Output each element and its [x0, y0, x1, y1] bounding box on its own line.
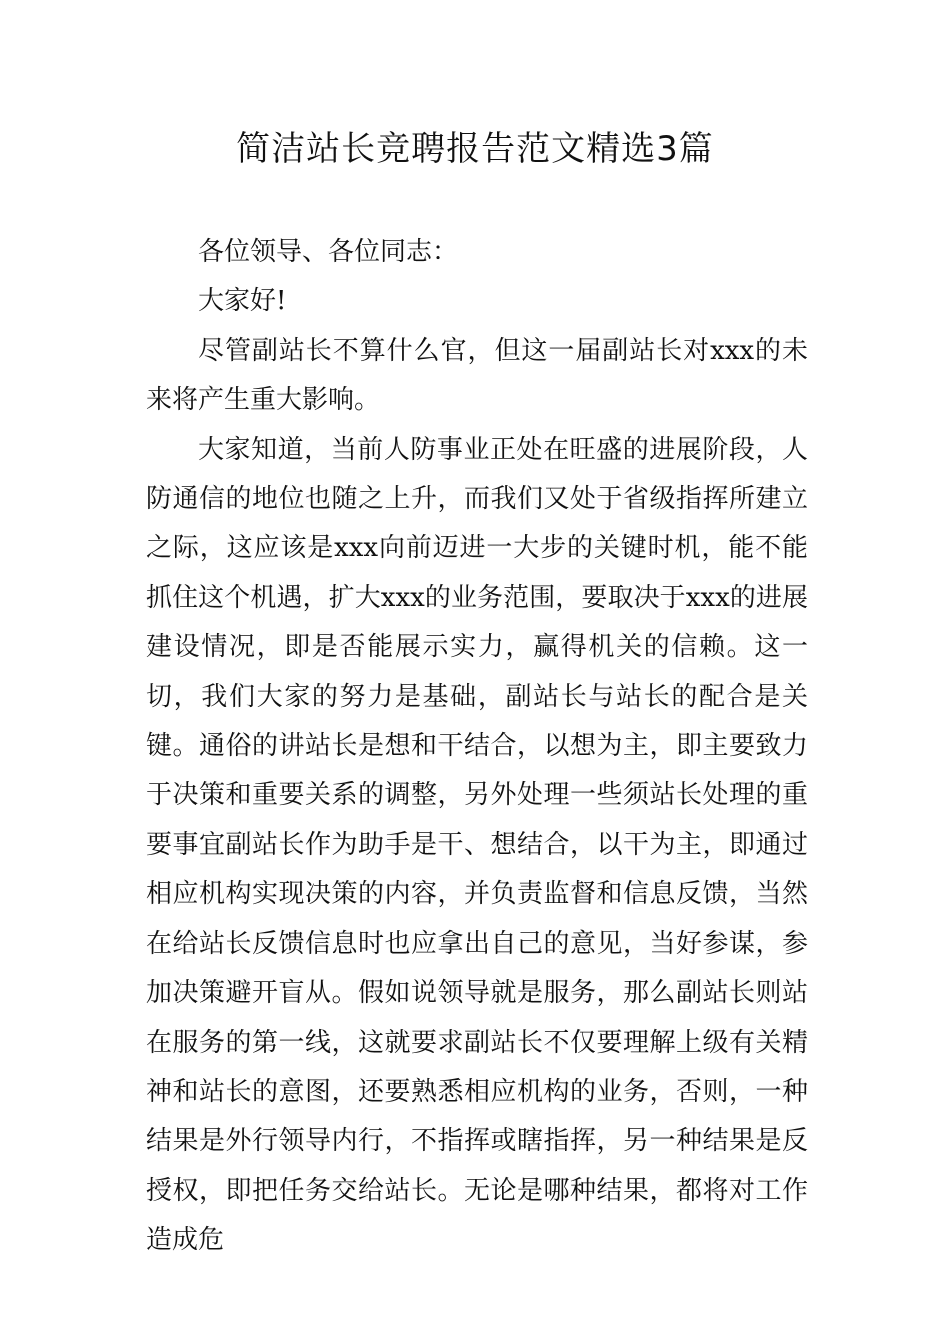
- paragraph-intro: 尽管副站长不算什么官，但这一届副站长对xxx的未来将产生重大影响。: [146, 335, 808, 416]
- document-body: [146, 228, 808, 1266]
- paragraph-greeting: 大家好!: [198, 286, 287, 317]
- paragraph-main: 大家知道，当前人防事业正处在旺盛的进展阶段，人防通信的地位也随之上升，而我们又处于省级指挥所建立之际，这应该是xxx向前迈进一大步的关键时机，能不能抓住这个机遇，扩大xxx的业务范围，要取决于xxx的进展建设情况，即是否能展示实力，赢得机关的信赖。这一切，我们大家的努力是基础，副站长与站长的配合是关键。通俗的讲站长是想和干结合，以想为主，即主要致力于决策和重要关系的调整，另外处理一些须站长处理的重要事宜副站长作为助手是干、想结合，以干为主，即通过相应机构实现决策的内容，并负责监督和信息反馈，当然在给站长反馈信息时也应拿出自己的意见，当好参谋，参加决策避开盲从。假如说领导就是服务，那么副站长则站在服务的第一线，这就要求副站长不仅要理解上级有关精神和站长的意图，还要熟悉相应机构的业务，否则，一种结果是外行领导内行，不指挥或瞎指挥，另一种结果是反授权，即把任务交给站长。无论是哪种结果，都将对工作造成危: [146, 434, 808, 1256]
- document-title: 简洁站长竞聘报告范文精选3篇: [236, 129, 714, 169]
- paragraph-salutation: 各位领导、各位同志：: [198, 237, 459, 267]
